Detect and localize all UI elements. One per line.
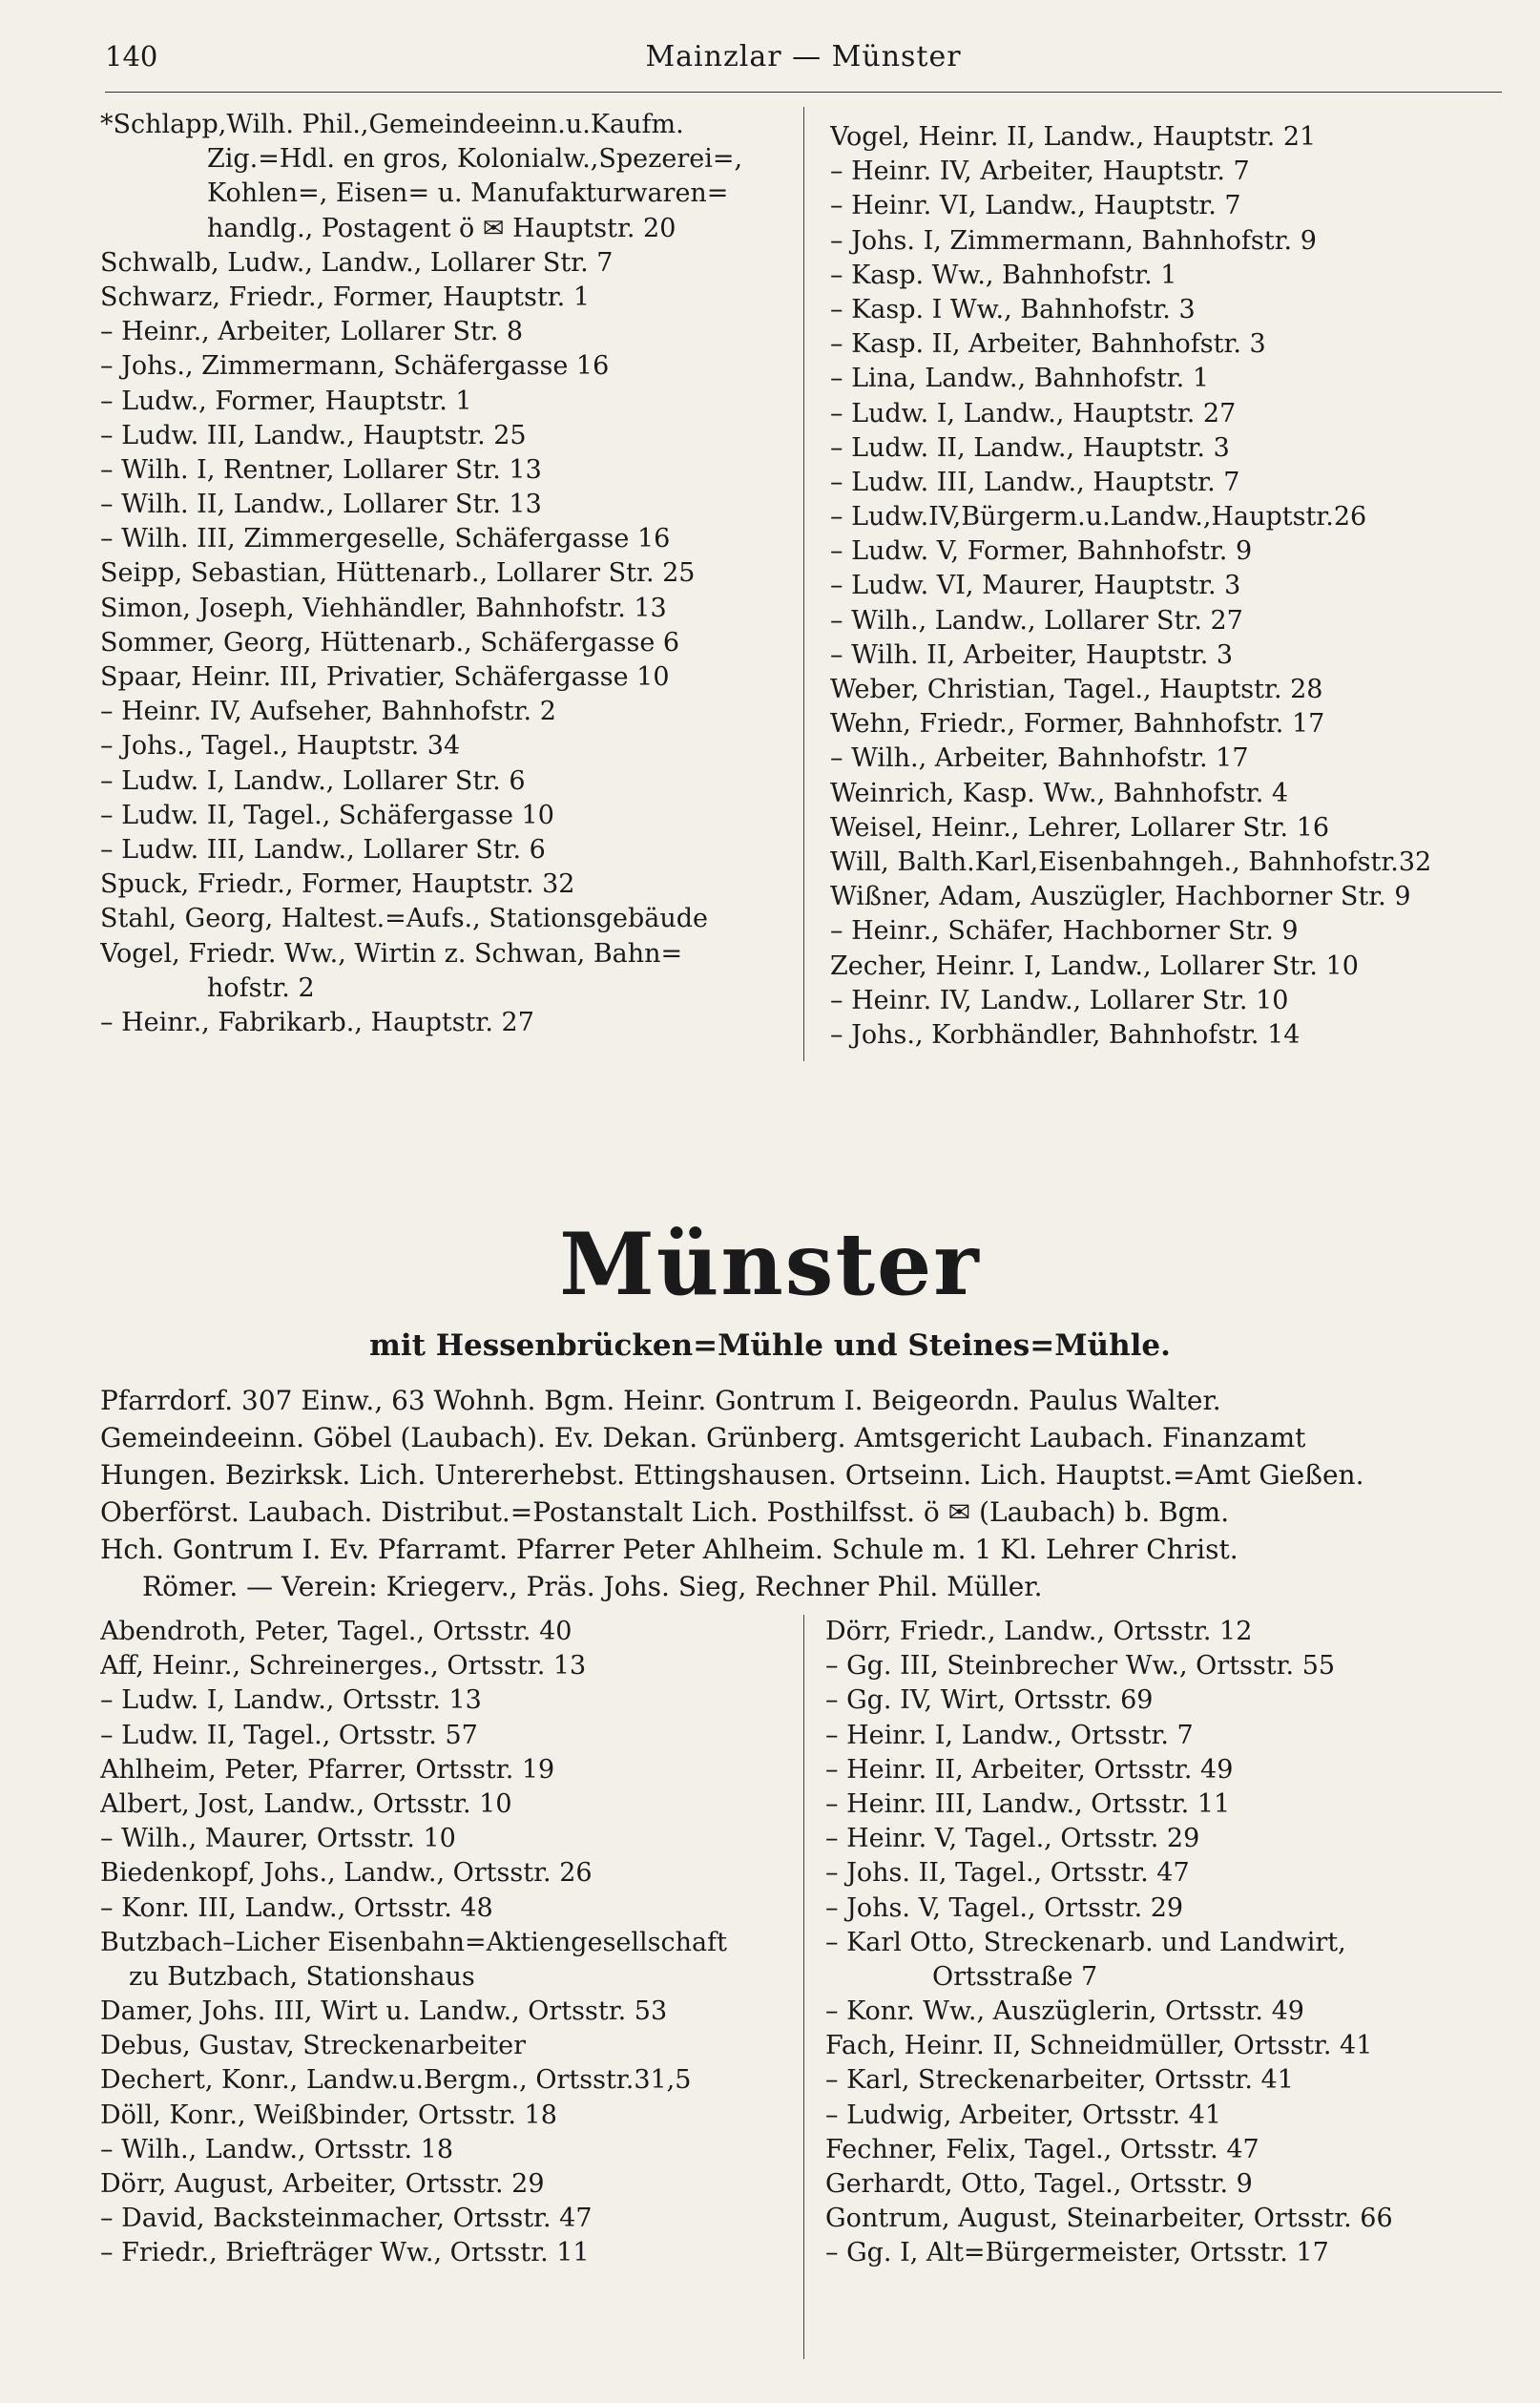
directory-entry: – Heinr. IV, Aufseher, Bahnhofstr. 2 [100,697,556,727]
directory-entry: – Ludw., Former, Hauptstr. 1 [100,386,472,416]
directory-entry: Gontrum, August, Steinarbeiter, Ortsstr. 66 [825,2204,1393,2234]
directory-entry: Zecher, Heinr. I, Landw., Lollarer Str. 10 [830,951,1359,981]
directory-entry: Simon, Joseph, Viehhändler, Bahnhofstr. 13 [100,593,667,623]
page-number: 140 [105,40,158,73]
directory-entry: – Wilh., Arbeiter, Bahnhofstr. 17 [830,743,1249,774]
directory-entry: – Lina, Landw., Bahnhofstr. 1 [830,364,1209,394]
bottom-right-column [825,1615,1512,2271]
directory-entry: Schwalb, Ludw., Landw., Lollarer Str. 7 [100,247,614,278]
directory-entry: – Heinr. II, Arbeiter, Ortsstr. 49 [825,1754,1234,1785]
directory-entry: Weinrich, Kasp. Ww., Bahnhofstr. 4 [830,778,1289,808]
directory-entry: Aff, Heinr., Schreinerges., Ortsstr. 13 [100,1651,587,1682]
directory-entry: – Gg. IV, Wirt, Ortsstr. 69 [825,1685,1154,1716]
directory-entry: Albert, Jost, Landw., Ortsstr. 10 [100,1788,512,1819]
directory-entry: Abendroth, Peter, Tagel., Ortsstr. 40 [100,1617,572,1646]
column-divider [803,107,804,1061]
directory-entry: – Heinr., Schäfer, Hachborner Str. 9 [830,916,1299,947]
directory-entry: – Ludw. II, Landw., Hauptstr. 3 [830,432,1230,463]
directory-entry: – Ludw. I, Landw., Lollarer Str. 6 [100,765,526,796]
directory-entry: – Kasp. I Ww., Bahnhofstr. 3 [830,294,1196,324]
directory-entry: – Heinr. IV, Arbeiter, Hauptstr. 7 [830,157,1250,187]
directory-entry: Spuck, Friedr., Former, Hauptstr. 32 [100,869,575,900]
directory-entry: – Heinr. V, Tagel., Ortsstr. 29 [825,1824,1200,1854]
column-divider [803,1615,804,2359]
directory-entry: Dechert, Konr., Landw.u.Bergm., Ortsstr.31,5 [100,2065,692,2096]
directory-entry: – Heinr., Arbeiter, Lollarer Str. 8 [100,317,524,347]
directory-entry: – Ludw. III, Landw., Hauptstr. 25 [100,420,527,450]
directory-entry: – Kasp. II, Arbeiter, Bahnhofstr. 3 [830,329,1266,360]
directory-entry: – Ludw. II, Tagel., Ortsstr. 57 [100,1720,478,1750]
directory-entry: – Wilh. I, Rentner, Lollarer Str. 13 [100,454,542,485]
directory-entry: – Ludw. II, Tagel., Schäfergasse 10 [100,800,554,830]
directory-entry: Biedenkopf, Johs., Landw., Ortsstr. 26 [100,1858,593,1889]
directory-entry: – Ludw. I, Landw., Ortsstr. 13 [100,1685,482,1716]
directory-entry: – Gg. I, Alt=Bürgermeister, Ortsstr. 17 [825,2238,1329,2268]
directory-entry: hofstr. 2 [207,972,315,1003]
directory-entry: – Wilh. III, Zimmergeselle, Schäfergasse 16 [100,524,671,554]
directory-entry: – Karl Otto, Streckenarb. und Landwirt, [825,1927,1346,1957]
directory-entry: – Ludwig, Arbeiter, Ortsstr. 41 [825,2100,1222,2130]
directory-entry: Pfarrdorf. 307 Einw., 63 Wohnh. Bgm. Heinr. Gontrum I. Beigeordn. Paulus Walter. [100,1385,1221,1416]
directory-entry: – Ludw. VI, Maurer, Hauptstr. 3 [830,571,1241,601]
directory-entry: Ahlheim, Peter, Pfarrer, Ortsstr. 19 [100,1754,555,1785]
directory-entry: Wehn, Friedr., Former, Bahnhofstr. 17 [830,709,1325,740]
directory-entry: zu Butzbach, Stationshaus [129,1961,475,1992]
directory-entry: – Heinr. I, Landw., Ortsstr. 7 [825,1720,1194,1750]
directory-entry: – Ludw. III, Landw., Hauptstr. 7 [830,467,1240,497]
directory-entry: – Heinr. III, Landw., Ortsstr. 11 [825,1788,1231,1819]
directory-entry: Fechner, Felix, Tagel., Ortsstr. 47 [825,2134,1259,2164]
directory-entry: Hungen. Bezirksk. Lich. Untererhebst. Ettingshausen. Ortseinn. Lich. Hauptst.=Amt Gießen. [100,1459,1364,1491]
directory-entry: – Karl, Streckenarbeiter, Ortsstr. 41 [825,2065,1294,2096]
directory-entry: – Wilh., Maurer, Ortsstr. 10 [100,1824,456,1854]
directory-entry: – Johs., Korbhändler, Bahnhofstr. 14 [830,1019,1301,1050]
directory-entry: – Heinr., Fabrikarb., Hauptstr. 27 [100,1007,534,1037]
section-intro [100,1382,1498,1605]
directory-entry: – Johs. II, Tagel., Ortsstr. 47 [825,1858,1190,1889]
directory-entry: – Gg. III, Steinbrecher Ww., Ortsstr. 55 [825,1651,1336,1682]
directory-entry: Döll, Konr., Weißbinder, Ortsstr. 18 [100,2100,557,2130]
directory-entry: Dörr, August, Arbeiter, Ortsstr. 29 [100,2169,545,2199]
directory-entry: Fach, Heinr. II, Schneidmüller, Ortsstr. 41 [825,2031,1373,2061]
directory-entry: Vogel, Friedr. Ww., Wirtin z. Schwan, Bahn= [100,938,683,969]
directory-entry: – Wilh. II, Arbeiter, Hauptstr. 3 [830,639,1234,670]
directory-entry: – Friedr., Briefträger Ww., Ortsstr. 11 [100,2238,590,2268]
directory-entry: Damer, Johs. III, Wirt u. Landw., Ortsstr. 53 [100,1996,668,2027]
page-header [105,40,1502,78]
directory-entry: – Wilh., Landw., Ortsstr. 18 [100,2134,454,2164]
running-head: Mainzlar — Münster [645,40,962,73]
directory-entry: – Johs., Zimmermann, Schäfergasse 16 [100,351,610,382]
top-right-column [830,120,1517,1053]
directory-entry: handlg., Postagent ö ✉ Hauptstr. 20 [207,213,676,243]
directory-entry: Vogel, Heinr. II, Landw., Hauptstr. 21 [830,122,1317,152]
directory-entry: – Konr. III, Landw., Ortsstr. 48 [100,1892,493,1923]
section-subtitle: mit Hessenbrücken=Mühle und Steines=Mühle. [369,1328,1171,1363]
directory-entry: Spaar, Heinr. III, Privatier, Schäfergasse 10 [100,662,670,692]
directory-entry: Gemeindeeinn. Göbel (Laubach). Ev. Dekan. Grünberg. Amtsgericht Laubach. Finanzamt [100,1422,1306,1453]
top-left-column [100,108,787,1040]
directory-entry: – Konr. Ww., Auszüglerin, Ortsstr. 49 [825,1996,1304,2027]
directory-entry: – Ludw.IV,Bürgerm.u.Landw.,Hauptstr.26 [830,502,1367,533]
directory-entry: Debus, Gustav, Streckenarbeiter [100,2031,527,2061]
directory-entry: Stahl, Georg, Haltest.=Aufs., Stationsgebäude [100,904,709,934]
directory-entry: Hch. Gontrum I. Ev. Pfarramt. Pfarrer Peter Ahlheim. Schule m. 1 Kl. Lehrer Christ. [100,1534,1238,1565]
directory-entry: – Ludw. I, Landw., Hauptstr. 27 [830,398,1237,428]
header-rule [105,92,1502,93]
directory-entry: – Heinr. VI, Landw., Hauptstr. 7 [830,191,1241,221]
directory-entry: – Ludw. V, Former, Bahnhofstr. 9 [830,536,1253,567]
directory-entry: Kohlen=, Eisen= u. Manufakturwaren= [207,178,729,209]
directory-entry: Weisel, Heinr., Lehrer, Lollarer Str. 16 [830,812,1330,843]
directory-entry: Will, Balth.Karl,Eisenbahngeh., Bahnhofstr.32 [830,846,1432,877]
bottom-left-column [100,1615,787,2271]
directory-entry: – David, Backsteinmacher, Ortsstr. 47 [100,2204,593,2234]
directory-entry: – Johs. V, Tagel., Ortsstr. 29 [825,1892,1184,1923]
directory-entry: – Kasp. Ww., Bahnhofstr. 1 [830,260,1177,290]
directory-entry: – Johs., Tagel., Hauptstr. 34 [100,731,461,762]
directory-entry: Gerhardt, Otto, Tagel., Ortsstr. 9 [825,2169,1253,2199]
directory-entry: *Schlapp,Wilh. Phil.,Gemeindeeinn.u.Kaufm. [100,110,684,139]
directory-entry: – Ludw. III, Landw., Lollarer Str. 6 [100,834,546,865]
directory-entry: Zig.=Hdl. en gros, Kolonialw.,Spezerei=, [207,144,743,175]
directory-entry: Ortsstraße 7 [932,1961,1098,1992]
directory-entry: Oberförst. Laubach. Distribut.=Postanstalt Lich. Posthilfsst. ö ✉ (Laubach) b. Bgm. [100,1496,1230,1528]
directory-entry: – Wilh. II, Landw., Lollarer Str. 13 [100,490,542,520]
directory-entry: Dörr, Friedr., Landw., Ortsstr. 12 [825,1617,1253,1646]
section-title: Münster [559,1214,981,1315]
directory-entry: – Heinr. IV, Landw., Lollarer Str. 10 [830,985,1289,1015]
directory-entry: Römer. — Verein: Kriegerv., Präs. Johs. Sieg, Rechner Phil. Müller. [142,1571,1043,1602]
directory-entry: – Johs. I, Zimmermann, Bahnhofstr. 9 [830,225,1317,256]
directory-entry: Sommer, Georg, Hüttenarb., Schäfergasse 6 [100,627,680,658]
directory-entry: – Wilh., Landw., Lollarer Str. 27 [830,605,1243,636]
directory-entry: Wißner, Adam, Auszügler, Hachborner Str. 9 [830,882,1411,912]
directory-entry: Schwarz, Friedr., Former, Hauptstr. 1 [100,282,590,312]
directory-entry: Weber, Christian, Tagel., Hauptstr. 28 [830,675,1323,704]
directory-entry: Butzbach–Licher Eisenbahn=Aktiengesellschaft [100,1927,727,1957]
directory-entry: Seipp, Sebastian, Hüttenarb., Lollarer Str. 25 [100,558,696,589]
